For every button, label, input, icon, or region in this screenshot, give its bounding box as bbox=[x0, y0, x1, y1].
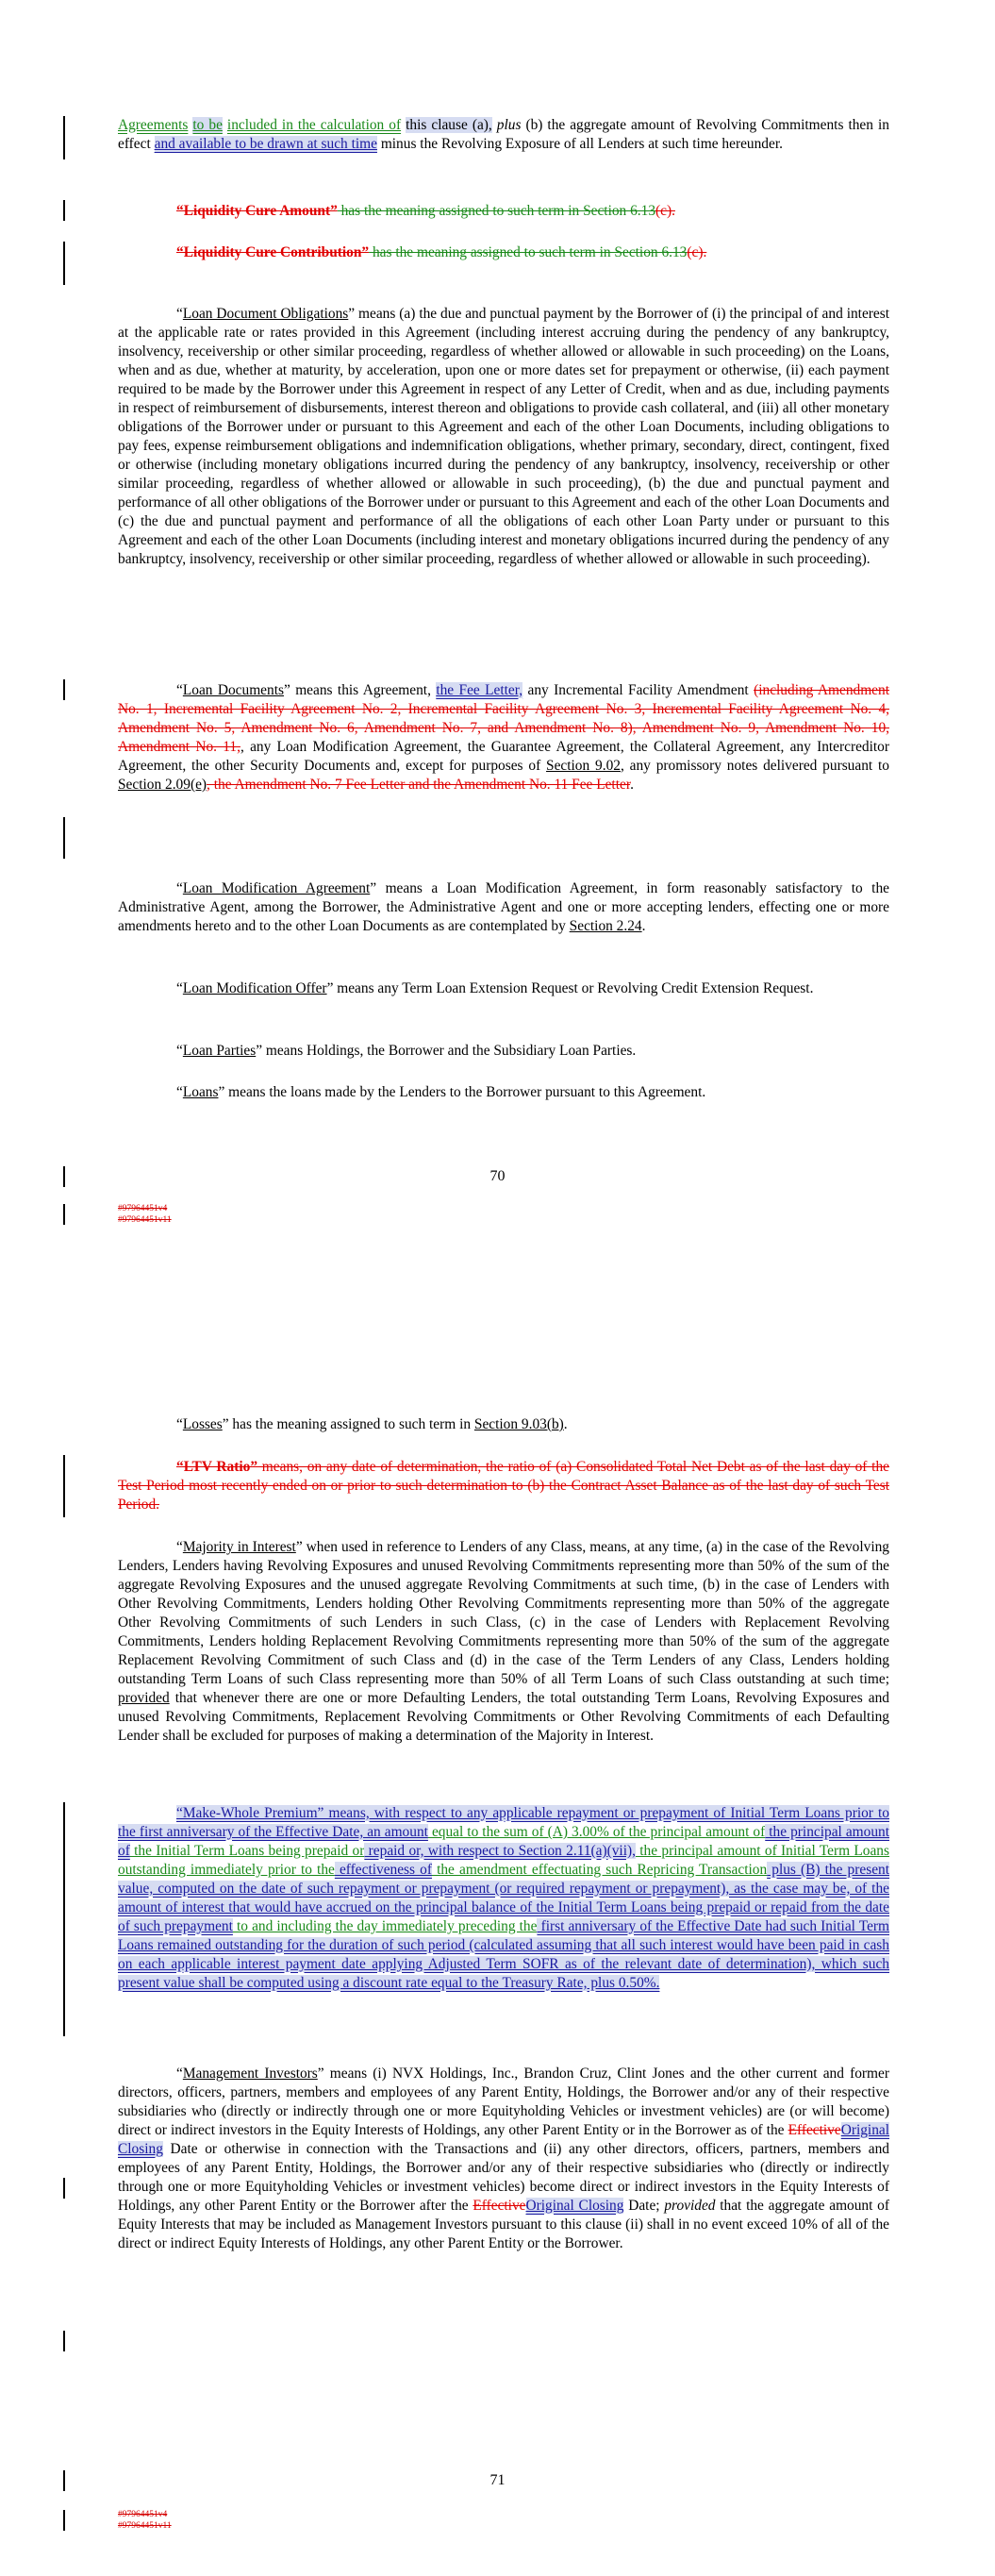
page-number: 71 bbox=[489, 2472, 506, 2488]
liquidity-cure-contribution-definition: “Liquidity Cure Contribution” has the meaning assigned to such term in Section 6.13(c). bbox=[176, 244, 707, 260]
change-bar bbox=[63, 1204, 65, 1225]
management-investors-definition: “Management Investors” means (i) NVX Holdings, Inc., Brandon Cruz, Clint Jones and the other current and former directors, officers, partners, members and employees of any Parent Entity, Holdings, the Borrower and/or any of their respective subsidiaries who (directly or indirectly through one or more Equityholding Vehicles or investment vehicles) are (or will become) direct or indirect investors in the Equity Interests of Holdings, any other Parent Entity or in the Borrower as of the EffectiveOriginal Closing Date or otherwise in connection with the Transactions and (ii) any other directors, officers, partners, members and employees of any Parent Entity, Holdings, the Borrower and/or any of their respective subsidiaries who (directly or indirectly through one or more Equityholding Vehicles or investment vehicles) become direct or indirect investors in the Equity Interests of Holdings, any other Parent Entity or the Borrower after the EffectiveOriginal Closing Date; provided that the aggregate amount of Equity Interests that may be included as Management Investors pursuant to this clause (ii) shall in no event exceed 10% of all of the direct or indirect Equity Interests of Holdings, any other Parent Entity or the Borrower. bbox=[118, 2066, 889, 2251]
document-id-new: #97964451v11 bbox=[118, 1215, 172, 1225]
make-whole-premium-definition: “Make-Whole Premium” means, with respect to any applicable repayment or prepayment of Initial Term Loans prior to the first anniversary of the Effective Date, an amount equal to the sum of (A) 3.00% of the principal amount of the principal amount of the Initial Term Loans being prepaid or repaid or, with respect to Section 2.11(a)(vii), the principal amount of Initial Term Loans outstanding immediately prior to the effectiveness of the amendment effectuating such Repricing Transaction plus (B) the present value, computed on the date of such repayment or prepayment (or required repayment or prepayment), as the case may be, of the amount of interest that would have accrued on the principal balance of the Initial Term Loans being prepaid or repaid from the date of such prepayment to and including the day immediately preceding the first anniversary of the Effective Date had such Initial Term Loans remained outstanding for the duration of such period (calculated assuming that all such interest would have been paid in cash on each applicable interest payment date applying Adjusted Term SOFR as of the relevant date of determination), which such present value shall be computed using a discount rate equal to the Treasury Rate, plus 0.50%. bbox=[118, 1805, 890, 1991]
revolving-availability-paragraph: Agreements to be included in the calculation of this clause (a), plus (b) the aggregate amount of Revolving Commitments then in effect and available to be drawn at such time minus the Revolving Exposure of all Lenders at such time hereunder. bbox=[118, 117, 889, 152]
loan-modification-agreement-definition: “Loan Modification Agreement” means a Loan Modification Agreement, in form reasonably satisfactory to the Administrative Agent, among the Borrower, the Administrative Agent and one or more accepting lenders, effecting one or more amendments hereto and to the other Loan Documents as are contemplated by Section 2.24. bbox=[118, 880, 889, 934]
change-bar bbox=[63, 116, 65, 159]
loan-modification-offer-definition: “Loan Modification Offer” means any Term Loan Extension Request or Revolving Credit Extension Request. bbox=[176, 980, 814, 996]
loans-definition: “Loans” means the loans made by the Lenders to the Borrower pursuant to this Agreement. bbox=[176, 1084, 706, 1100]
document-id-old: #97964451v4 bbox=[118, 2510, 168, 2519]
change-bar bbox=[63, 679, 65, 700]
change-bar bbox=[63, 817, 65, 859]
change-bar bbox=[63, 2510, 65, 2531]
page-71 bbox=[0, 1283, 995, 2576]
liquidity-cure-amount-definition: “Liquidity Cure Amount” has the meaning assigned to such term in Section 6.13(c). bbox=[176, 203, 675, 219]
majority-in-interest-definition: “Majority in Interest” when used in reference to Lenders of any Class, means, at any time, (a) in the case of the Revolving Lenders, Lenders having Revolving Exposures and unused Revolving Commitments representing more than 50% of the sum of the aggregate Revolving Exposures and the unused aggregate Revolving Commitments at such time, (b) in the case of Lenders with Other Revolving Commitments, Lenders holding Other Revolving Commitments representing more than 50% of the aggregate Other Revolving Commitments of such Lenders in such Class, (c) in the case of Lenders with Replacement Revolving Commitments, Lenders holding Replacement Revolving Commitments representing more than 50% of the sum of the aggregate Replacement Revolving Commitment of such Class and (d) in the case of the Term Lenders of any Class, Lenders holding outstanding Term Loans of such Class representing more than 50% of all Term Loans of such Class outstanding at such time; provided that whenever there are one or more Defaulting Lenders, the total outstanding Term Loans, Revolving Exposures and unused Revolving Commitments, Replacement Revolving Commitments or Other Revolving Commitments of each Defaulting Lender shall be excluded for purposes of making a determination of the Majority in Interest. bbox=[118, 1539, 889, 1744]
change-bar bbox=[63, 242, 65, 285]
document-id-old: #97964451v4 bbox=[118, 1204, 168, 1213]
page-70 bbox=[0, 0, 995, 1283]
document-id-new: #97964451v11 bbox=[118, 2521, 172, 2531]
loan-parties-definition: “Loan Parties” means Holdings, the Borrower and the Subsidiary Loan Parties. bbox=[176, 1043, 637, 1059]
change-bar bbox=[63, 2331, 65, 2351]
change-bar bbox=[63, 1455, 65, 1517]
change-bar bbox=[63, 1802, 65, 2036]
loan-documents-definition: “Loan Documents” means this Agreement, the Fee Letter, any Incremental Facility Amendment (including Amendment No. 1, Incremental Facility Agreement No. 2, Incremental Facility Agreement No. 3, Incremental Facility Agreement No. 4, Amendment No. 5, Amendment No. 6, Amendment No. 7, and Amendment No. 8), Amendment No. 9, Amendment No. 10, Amendment No. 11,, any Loan Modification Agreement, the Guarantee Agreement, the Collateral Agreement, any Intercreditor Agreement, the other Security Documents and, except for purposes of Section 9.02, any promissory notes delivered pursuant to Section 2.09(e), the Amendment No. 7 Fee Letter and the Amendment No. 11 Fee Letter. bbox=[118, 682, 889, 793]
loan-document-obligations-definition: “Loan Document Obligations” means (a) the due and punctual payment by the Borrower of (i) the principal of and interest at the applicable rate or rates provided in this Agreement (including interest accruing during the pendency of any bankruptcy, insolvency, receivership or other similar proceeding, regardless of whether allowed or allowable in such proceeding) on the Loans, when and as due, whether at maturity, by acceleration, upon one or more dates set for prepayment or otherwise, (ii) each payment required to be made by the Borrower under this Agreement in respect of any Letter of Credit, when and as due, including payments in respect of reimbursement of disbursements, interest thereon and obligations to provide cash collateral, and (iii) all other monetary obligations of the Borrower under or pursuant to this Agreement and each of the other Loan Documents, including obligations to pay fees, expense reimbursement obligations and indemnification obligations, whether primary, secondary, direct, contingent, fixed or otherwise (including monetary obligations incurred during the pendency of any bankruptcy, insolvency, receivership or other similar proceeding, regardless of whether allowed or allowable in such proceeding), (b) the due and punctual payment and performance of all other obligations of the Borrower under or pursuant to this Agreement and each of the other Loan Documents and (c) the due and punctual payment and performance of all the obligations of each other Loan Party under or pursuant to this Agreement and each of the other Loan Documents (including interest and monetary obligations incurred during the pendency of any bankruptcy, insolvency, receivership or other similar proceeding, regardless of whether allowed or allowable in such proceeding). bbox=[118, 306, 890, 567]
change-bar bbox=[63, 2178, 65, 2199]
change-bar bbox=[63, 200, 65, 221]
ltv-ratio-definition: “LTV Ratio” means, on any date of determination, the ratio of (a) Consolidated Total Net Debt as of the last day of the Test Period most recently ended on or prior to such determination to (b) the Contract Asset Balance as of the last day of such Test Period. bbox=[118, 1459, 889, 1513]
page-number: 70 bbox=[489, 1168, 506, 1184]
losses-definition: “Losses” has the meaning assigned to such term in Section 9.03(b). bbox=[176, 1416, 568, 1432]
